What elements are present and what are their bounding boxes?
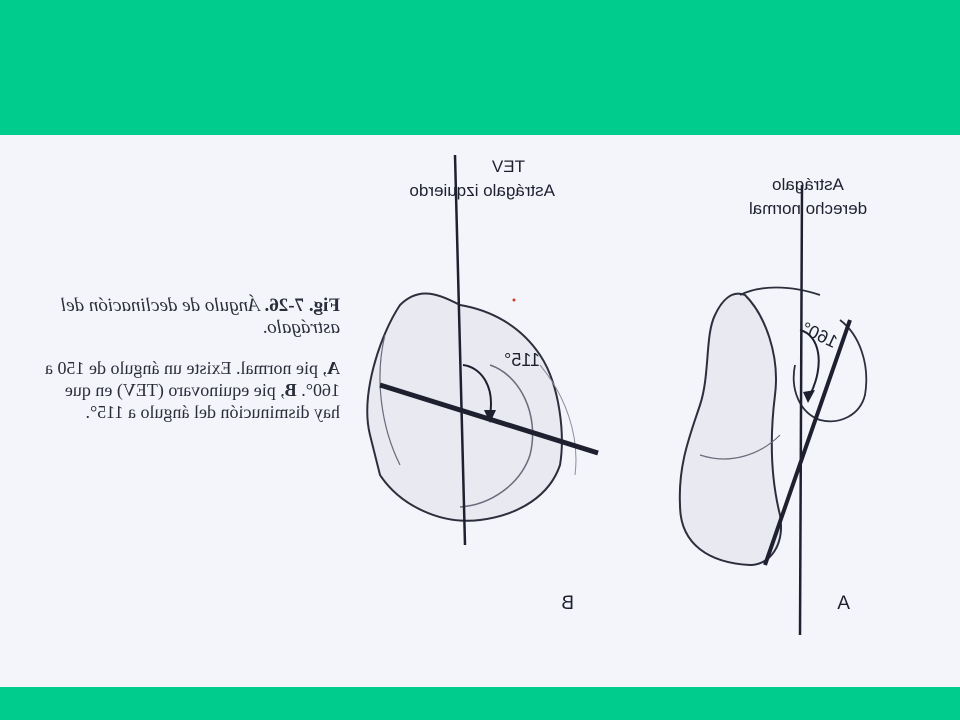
red-mark — [513, 299, 516, 302]
top-banner — [0, 0, 960, 135]
label-left-talus: Astrágalo izquierdo — [409, 181, 555, 200]
talus-a — [680, 288, 866, 566]
figure-caption — [0, 295, 340, 423]
caption-title: Ángulo de declinación del astrágalo. — [60, 295, 340, 338]
label-angle-a: 160° — [798, 318, 841, 352]
caption-number: Fig. 7-26. — [264, 295, 340, 316]
scanned-page — [0, 135, 960, 687]
label-panel-b: B — [561, 593, 574, 614]
caption-body-b: B — [284, 380, 297, 400]
normal-axis-line — [800, 185, 802, 635]
caption-body-a: A — [327, 358, 340, 378]
talus-a-neck-line — [765, 320, 850, 565]
caption-body — [40, 357, 340, 423]
talus-b — [367, 293, 576, 520]
angle-a-arrowhead — [803, 390, 815, 403]
mirrored-scan — [0, 135, 960, 687]
bottom-banner — [0, 687, 960, 720]
label-right-talus-2: derecho normal — [748, 199, 868, 218]
label-right-talus-1: Astrágalo — [772, 175, 844, 194]
caption-body-1: , pie normal. Existe un ángulo de 150 a 160°. — [45, 358, 340, 400]
label-tev: TEV — [491, 157, 525, 176]
caption-body-2: , pie equinovaro (TEV) en que hay disminución del ángulo a 115°. — [64, 380, 340, 422]
label-angle-b: 115° — [504, 350, 540, 370]
label-panel-a: A — [837, 593, 850, 614]
caption-title-block — [40, 295, 340, 339]
